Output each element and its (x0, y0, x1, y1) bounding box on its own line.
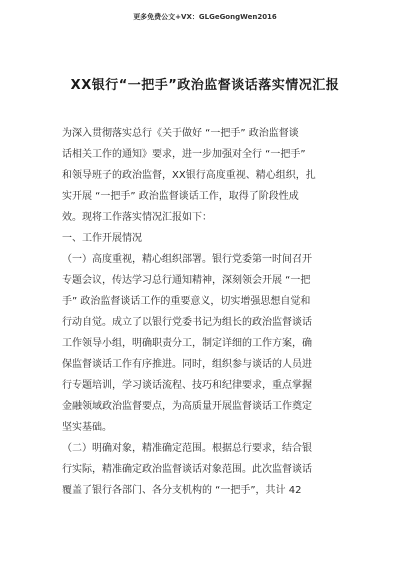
body-line: 专题会议，传达学习总行通知精神，深刻领会开展 “一把 (62, 275, 311, 286)
body-line: 实开展 “一把手” 政治监督谈话工作，取得了阶段性成 (62, 191, 299, 202)
body-line: 覆盖了银行各部门、各分支机构的 “一把手”，共计 42 (62, 485, 302, 496)
body-line: 工作领导小组，明确职责分工，制定详细的工作方案，确 (62, 338, 312, 349)
body-line: 坚实基础。 (62, 422, 112, 433)
body-line: 话相关工作的通知》要求，进一步加强对全行 “一把手” (62, 149, 306, 160)
body-line: 手” 政治监督谈话工作的重要意义，切实增强思想自觉和 (62, 296, 311, 307)
body-line: 行实际，精准确定政治监督谈话对象范围。此次监督谈话 (62, 464, 312, 475)
body-line: 为深入贯彻落实总行《关于做好 “一把手” 政治监督谈 (62, 128, 299, 139)
document-title: XX银行“一把手”政治监督谈话落实情况汇报 (70, 78, 340, 93)
body-line: 行动自觉。成立了以银行党委书记为组长的政治监督谈话 (62, 317, 312, 328)
body-line: 效。现将工作落实情况汇报如下： (62, 212, 212, 223)
body-line: 保监督谈话工作有序推进。同时，组织参与谈话的人员进 (62, 359, 312, 370)
body-line: （二）明确对象，精准确定范围。根据总行要求，结合银 (62, 443, 312, 454)
body-line: 金融领域政治监督要点，为高质量开展监督谈话工作奠定 (62, 401, 312, 412)
section-heading: 一、工作开展情况 (62, 233, 142, 244)
header-note: 更多免费公文+VX：GLGeGongWen2016 (133, 13, 277, 21)
body-line: （一）高度重视，精心组织部署。银行党委第一时间召开 (62, 254, 312, 265)
body-line: 和领导班子的政治监督，XX银行高度重视、精心组织，扎 (62, 170, 316, 181)
body-line: 行专题培训，学习谈话流程、技巧和纪律要求，重点掌握 (62, 380, 312, 391)
document-body (62, 123, 352, 501)
